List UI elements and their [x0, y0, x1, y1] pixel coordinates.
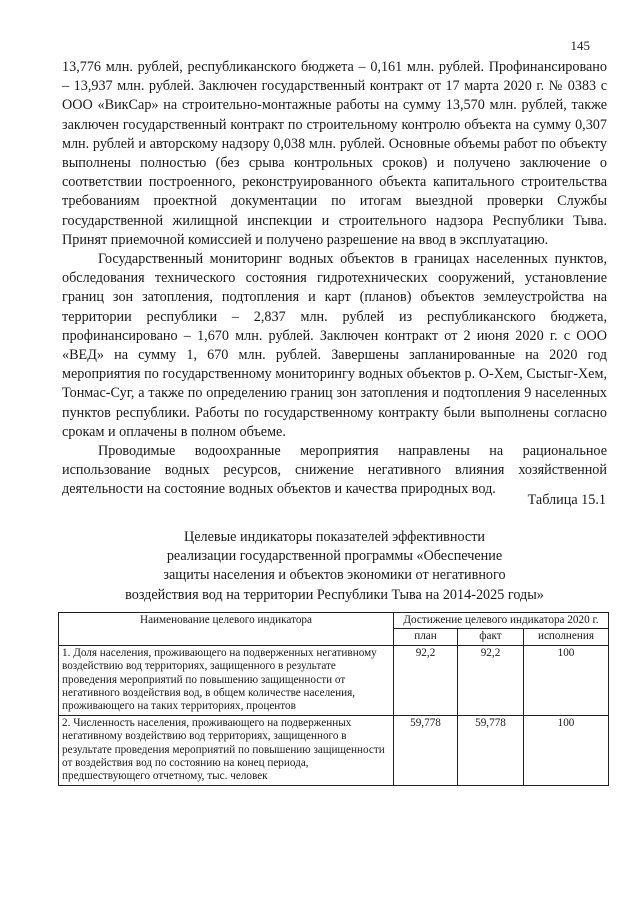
- paragraph-2: Государственный мониторинг водных объектов в границах населенных пунктов, обследования технического состояния гидротехнических сооружений, установление границ зон затопления, подтопления и карт (планов) объектов землеустройства на территории республики – 2,837 млн. рублей из республиканского бюджета, профинансировано – 1,670 млн. рублей. Заключен контракт от 2 июня 2020 г. с ООО «ВЕД» на сумму 1, 670 млн. рублей. Завершены запланированные на 2020 год мероприятия по государственному мониторингу водных объектов р. О-Хем, Сыстыг-Хем, Тонмас-Суг, а также по определению границ зон затопления и подтопления 9 населенных пунктов республики. Работы по государственному контракту были выполнены согласно срокам и оплачены в полном объеме.: [62, 251, 607, 440]
- header-indicator-name: Наименование целевого индикатора: [59, 613, 394, 646]
- plan-value: 59,778: [394, 715, 458, 785]
- table-header-row: [59, 613, 609, 629]
- table-title-line: воздействия вод на территории Республики Тыва на 2014-2025 годы»: [125, 586, 544, 603]
- paragraph-1: 13,776 млн. рублей, республиканского бюджета – 0,161 млн. рублей. Профинансировано – 13,937 млн. рублей. Заключен государственный контракт от 17 марта 2020 г. № 0383 с ООО «ВикСар» на строительно-монтажные работы на сумму 13,570 млн. рублей, также заключен государственный контракт по строительному контролю объекта на сумму 0,307 млн. рублей и авторскому надзору 0,038 млн. рублей. Основные объемы работ по объекту выполнены полностью (без срыва контрольных сроков) и получено заключение о соответствии построенного, реконструированного объекта капитального строительства требованиям проектной документации по итогам выездной проверки Службы государственной жилищной инспекции и строительного надзора Республики Тыва. Принят приемочной комиссией и получено разрешение на ввод в эксплуатацию.: [62, 59, 607, 248]
- execution-value: 100: [524, 645, 609, 715]
- indicators-table: [58, 612, 609, 786]
- header-execution: исполнения: [524, 629, 609, 645]
- header-achievement: Достижение целевого индикатора 2020 г.: [394, 613, 609, 629]
- table-title-line: защиты населения и объектов экономики от негативного: [163, 567, 506, 584]
- indicator-name: 1. Доля населения, проживающего на подверженных негативному воздействию вод территориях, защищенного в результате проведения мероприятий по повышению защищенности от негативного воздействия вод, в общем количестве населения, проживающего на таких территориях, процентов: [59, 645, 394, 715]
- table-title-line: реализации государственной программы «Обеспечение: [166, 548, 503, 565]
- header-plan: план: [394, 629, 458, 645]
- table-title-line: Целевые индикаторы показателей эффективности: [183, 529, 486, 545]
- paragraph-3: Проводимые водоохранные мероприятия направлены на рациональное использование водных ресурсов, снижение негативного влияния хозяйственной деятельности на состояние водных объектов и качества природных вод.: [62, 443, 607, 498]
- indicator-name: 2. Численность населения, проживающего на подверженных негативному воздействию вод территориях, защищенного в результате проведения мероприятий по повышению защищенности от воздействия вод по состоянию на конец периода, предшествующего отчетному, тыс. человек: [59, 715, 394, 785]
- body-text: [62, 58, 607, 500]
- table-title: [62, 528, 607, 605]
- table-row: [59, 645, 609, 715]
- fact-value: 92,2: [458, 645, 524, 715]
- table-label: Таблица 15.1: [527, 492, 606, 508]
- execution-value: 100: [524, 715, 609, 785]
- table-row: [59, 715, 609, 785]
- header-fact: факт: [458, 629, 524, 645]
- fact-value: 59,778: [458, 715, 524, 785]
- page-number: 145: [570, 38, 590, 53]
- plan-value: 92,2: [394, 645, 458, 715]
